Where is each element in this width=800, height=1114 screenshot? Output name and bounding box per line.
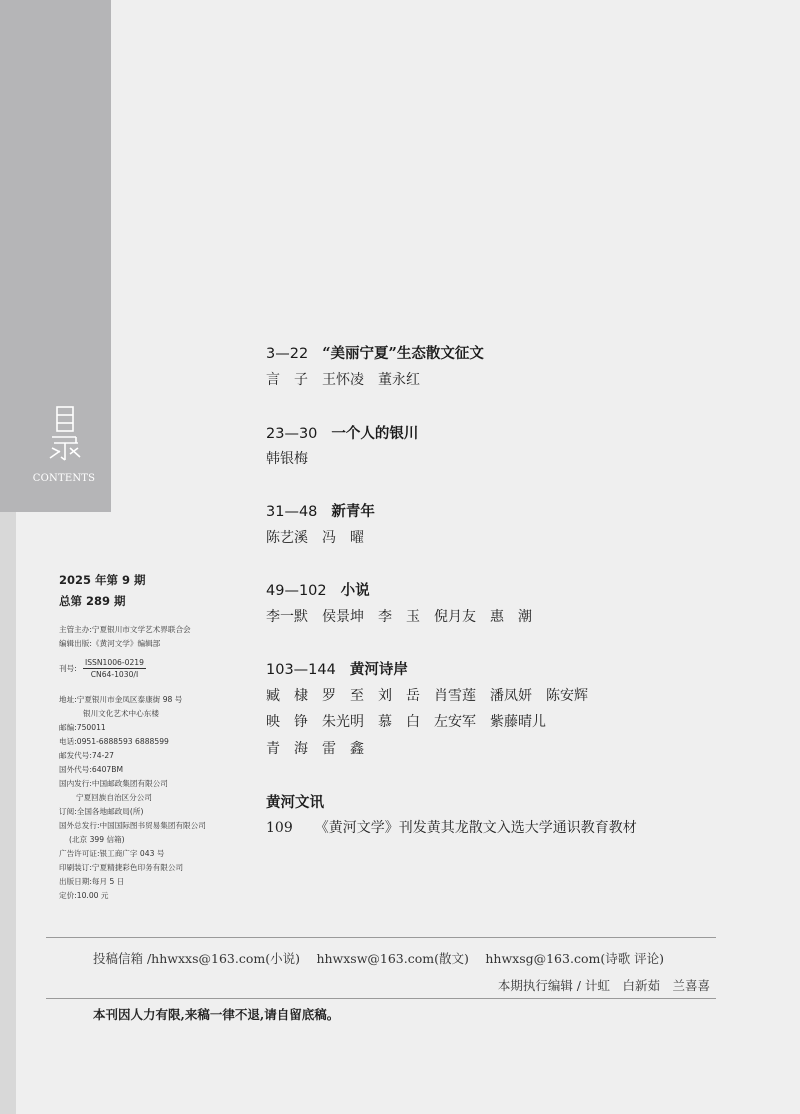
editor-info: 编辑出版:《黄河文学》编辑部 — [59, 639, 161, 648]
issn-block — [83, 658, 146, 679]
printer-info: 印刷装订:宁夏精捷彩色印务有限公司 — [59, 863, 184, 872]
toc-authors: 李一默 侯景坤 李 玉 倪月友 惠 潮 — [266, 609, 532, 625]
domestic-distributor-branch: 宁夏回族自治区分公司 — [76, 793, 152, 802]
news-page: 109 — [266, 820, 293, 836]
phone: 电话:0951-6888593 6888599 — [59, 737, 169, 746]
postcode: 邮编:750011 — [59, 723, 106, 732]
toc-section-title: 一个人的银川 — [331, 425, 419, 442]
toc-entry-heading — [266, 658, 408, 679]
toc-section-title: 小说 — [340, 582, 370, 599]
toc-section-title: “美丽宁夏”生态散文征文 — [322, 345, 484, 362]
toc-entry-heading — [266, 579, 370, 600]
toc-section-title: 新青年 — [331, 503, 375, 520]
toc-authors: 陈艺溪 冯 曜 — [266, 530, 364, 546]
foreign-code: 国外代号:6407BM — [59, 765, 124, 774]
cn-number: CN64-1030/I — [90, 670, 139, 679]
subscription-info: 订阅:全国各地邮政局(所) — [59, 807, 144, 816]
toc-authors: 青 海 雷 鑫 — [266, 741, 364, 757]
contents-label: CONTENTS — [32, 473, 96, 484]
publication-date: 出版日期:每月 5 日 — [59, 877, 125, 886]
toc-authors: 映 铮 朱光明 慕 白 左安军 紫藤晴儿 — [266, 714, 546, 730]
address-line-1: 地址:宁夏银川市金凤区泰康街 98 号 — [59, 695, 183, 704]
issue-number: 2025 年第 9 期 — [59, 573, 146, 587]
issn-label: 刊号: — [59, 664, 77, 673]
issn-number: ISSN1006-0219 — [85, 658, 144, 667]
submission-notice: 本刊因人力有限,来稿一律不退,请自留底稿。 — [93, 1007, 340, 1022]
mulu-title-glyph — [48, 404, 84, 462]
toc-page-range: 49—102 — [266, 583, 327, 599]
news-item — [266, 817, 637, 837]
toc-page-range: 3—22 — [266, 346, 309, 362]
executive-editors: 本期执行编辑 / 计虹 白新茹 兰喜喜 — [497, 978, 710, 993]
ad-license: 广告许可证:银工商广字 043 号 — [59, 849, 165, 858]
toc-authors: 臧 棣 罗 至 刘 岳 肖雪莲 潘凤妍 陈安辉 — [266, 688, 588, 704]
toc-entry-heading — [266, 422, 418, 443]
address-line-2: 银川文化艺术中心东楼 — [83, 709, 159, 718]
submission-emails: 投稿信箱 /hhwxxs@163.com(小说) hhwxsw@163.com(散文) hhwxsg@163.com(诗歌 评论) — [93, 951, 665, 966]
foreign-distributor-box: (北京 399 信箱) — [69, 835, 125, 844]
domestic-distributor: 国内发行:中国邮政集团有限公司 — [59, 779, 168, 788]
toc-section-title: 黄河诗岸 — [349, 661, 408, 678]
news-section-title: 黄河文讯 — [266, 794, 324, 811]
toc-entry-heading — [266, 342, 484, 363]
toc-page-range: 103—144 — [266, 662, 336, 678]
foreign-distributor: 国外总发行:中国国际图书贸易集团有限公司 — [59, 821, 206, 830]
sponsor-info: 主管主办:宁夏银川市文学艺术界联合会 — [59, 625, 191, 634]
mail-code: 邮发代号:74-27 — [59, 751, 114, 760]
toc-authors: 韩银梅 — [266, 451, 308, 467]
footer-top-rule — [46, 937, 716, 938]
price: 定价:10.00 元 — [59, 891, 109, 900]
toc-page-range: 23—30 — [266, 426, 318, 442]
toc-page-range: 31—48 — [266, 504, 318, 520]
toc-entry-heading — [266, 500, 375, 521]
news-title: 《黄河文学》刊发黄其龙散文入选大学通识教育教材 — [314, 820, 637, 836]
total-issue-number: 总第 289 期 — [59, 594, 126, 608]
toc-authors: 言 子 王怀凌 董永红 — [266, 372, 420, 388]
footer-bottom-rule — [46, 998, 716, 999]
